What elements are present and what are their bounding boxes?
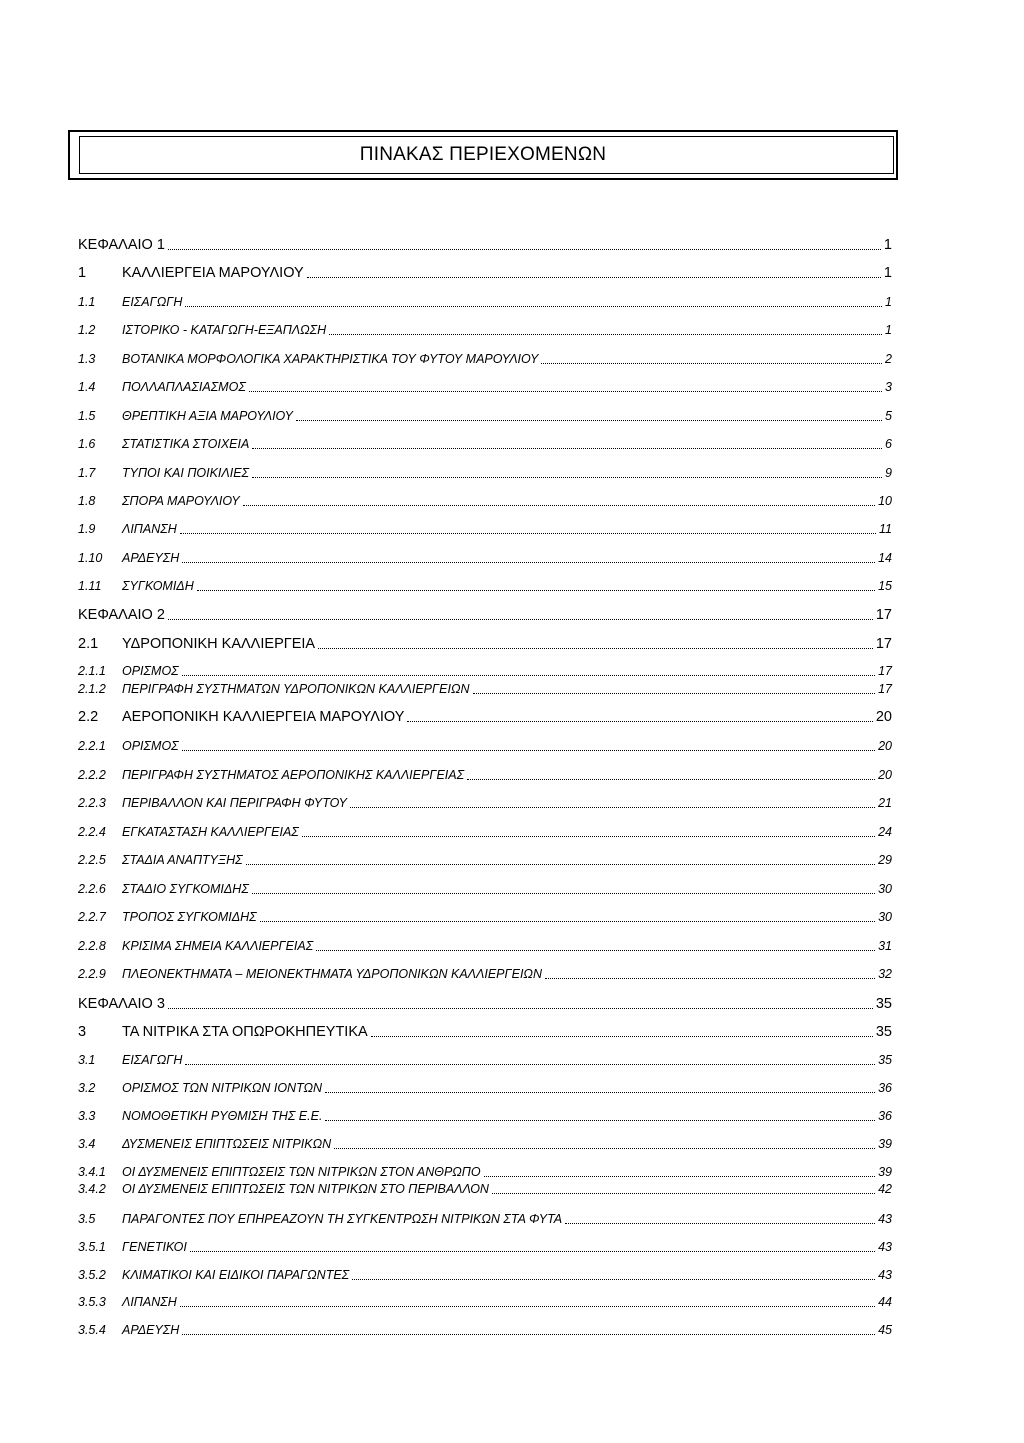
toc-entry-number: 3.3 — [78, 1109, 96, 1123]
toc-entry-page-number: 1 — [885, 295, 892, 309]
toc-entry-number: 1.6 — [78, 437, 96, 451]
toc-entry[interactable] — [78, 574, 892, 594]
toc-entry-title: ΠΛΕΟΝΕΚΤΗΜΑΤΑ – ΜΕΙΟΝΕΚΤΗΜΑΤΑ ΥΔΡΟΠΟΝΙΚΩΝ ΚΑΛΛΙΕΡΓΕΙΩΝ — [122, 967, 542, 981]
toc-entry-number: 1 — [78, 265, 87, 281]
toc-entry-number: 2.2.9 — [78, 967, 106, 981]
toc-dot-leader — [168, 619, 873, 620]
toc-entry-number: 2.1.1 — [78, 664, 106, 678]
toc-dot-leader — [296, 420, 882, 421]
toc-entry-title: ΠΑΡΑΓΟΝΤΕΣ ΠΟΥ ΕΠΗΡΕΑΖΟΥΝ ΤΗ ΣΥΓΚΕΝΤΡΩΣΗ ΝΙΤΡΙΚΩΝ ΣΤΑ ΦΥΤΑ — [122, 1212, 563, 1226]
toc-entry-page-number: 32 — [878, 967, 892, 981]
toc-entry[interactable] — [78, 233, 892, 253]
toc-entry[interactable] — [78, 659, 892, 679]
toc-dot-leader — [329, 334, 882, 335]
toc-entry-number: 2.1 — [78, 636, 99, 652]
toc-entry-page-number: 35 — [878, 1053, 892, 1067]
toc-entry-title: ΟΡΙΣΜΟΣ — [122, 664, 179, 678]
toc-entry-page-number: 20 — [878, 768, 892, 782]
toc-entry[interactable] — [78, 632, 892, 652]
toc-entry-page-number: 9 — [885, 466, 892, 480]
toc-entry-title: ΚΕΦΑΛΑΙΟ 1 — [78, 237, 165, 253]
toc-entry-number: 3.1 — [78, 1053, 96, 1067]
toc-entry-page-number: 20 — [875, 709, 892, 725]
toc-entry-number: 2.2.7 — [78, 910, 106, 924]
toc-entry[interactable] — [78, 705, 892, 725]
toc-dot-leader — [246, 864, 875, 865]
toc-entry-number: 3.4 — [78, 1137, 96, 1151]
toc-entry-number: 1.1 — [78, 295, 96, 309]
toc-entry-title: ΣΤΑΔΙΑ ΑΝΑΠΤΥΞΗΣ — [122, 853, 243, 867]
toc-entry-page-number: 24 — [878, 825, 892, 839]
toc-entry-page-number: 29 — [878, 853, 892, 867]
toc-entry-number: 1.2 — [78, 323, 96, 337]
toc-title: ΠΙΝΑΚΑΣ ΠΕΡΙΕΧΟΜΕΝΩΝ — [359, 144, 607, 165]
toc-entry[interactable] — [78, 375, 892, 395]
toc-entry-title: ΥΔΡΟΠΟΝΙΚΗ ΚΑΛΛΙΕΡΓΕΙΑ — [122, 636, 316, 652]
toc-entry-title: ΤΑ ΝΙΤΡΙΚΑ ΣΤΑ ΟΠΩΡΟΚΗΠΕΥΤΙΚΑ — [122, 1024, 368, 1040]
toc-entry-number: 1.11 — [78, 579, 102, 593]
toc-dot-leader — [182, 675, 875, 676]
toc-entry[interactable] — [78, 820, 892, 840]
toc-dot-leader — [407, 721, 872, 722]
toc-entry-number: 3.4.2 — [78, 1182, 106, 1196]
toc-entry-page-number: 44 — [878, 1295, 892, 1309]
toc-entry-number: 2.2.8 — [78, 939, 106, 953]
toc-entry-title: ΠΕΡΙΓΡΑΦΗ ΣΥΣΤΗΜΑΤΩΝ ΥΔΡΟΠΟΝΙΚΩΝ ΚΑΛΛΙΕΡΓΕΙΩΝ — [122, 682, 470, 696]
toc-dot-leader — [182, 750, 875, 751]
toc-entry-page-number: 36 — [878, 1081, 892, 1095]
toc-entry-title: ΘΡΕΠΤΙΚΗ ΑΞΙΑ ΜΑΡΟΥΛΙΟΥ — [122, 409, 293, 423]
toc-entry-number: 2.2.4 — [78, 825, 106, 839]
toc-entry-title: ΚΕΦΑΛΑΙΟ 3 — [78, 996, 165, 1012]
toc-entry-page-number: 42 — [878, 1182, 892, 1196]
toc-entry-page-number: 1 — [883, 237, 892, 253]
toc-entry-title: ΣΥΓΚΟΜΙΔΗ — [122, 579, 194, 593]
toc-entry-number: 2.2.6 — [78, 882, 106, 896]
toc-entry-title: ΕΓΚΑΤΑΣΤΑΣΗ ΚΑΛΛΙΕΡΓΕΙΑΣ — [122, 825, 299, 839]
toc-entry-number: 1.9 — [78, 522, 96, 536]
toc-entry[interactable] — [78, 934, 892, 954]
toc-entry[interactable] — [78, 1132, 892, 1152]
toc-entry[interactable] — [78, 1290, 892, 1310]
toc-entry-title: ΚΡΙΣΙΜΑ ΣΗΜΕΙΑ ΚΑΛΛΙΕΡΓΕΙΑΣ — [122, 939, 314, 953]
toc-dot-leader — [492, 1193, 875, 1194]
toc-entry-number: 2.2.3 — [78, 796, 106, 810]
toc-dot-leader — [190, 1251, 875, 1252]
toc-entry-page-number: 5 — [885, 409, 892, 423]
toc-entry[interactable] — [78, 517, 892, 537]
toc-entry-page-number: 10 — [878, 494, 892, 508]
toc-dot-leader — [318, 648, 873, 649]
toc-header-frame — [68, 130, 898, 180]
toc-entry-title: ΤΡΟΠΟΣ ΣΥΓΚΟΜΙΔΗΣ — [122, 910, 257, 924]
toc-dot-leader — [180, 533, 876, 534]
toc-entry-page-number: 20 — [878, 739, 892, 753]
toc-dot-leader — [350, 807, 875, 808]
toc-dot-leader — [168, 1008, 873, 1009]
toc-entry[interactable] — [78, 318, 892, 338]
toc-entry-page-number: 43 — [878, 1212, 892, 1226]
toc-entry-page-number: 17 — [878, 664, 892, 678]
toc-entry-number: 1.7 — [78, 466, 96, 480]
toc-entry-title: ΣΤΑΔΙΟ ΣΥΓΚΟΜΙΔΗΣ — [122, 882, 249, 896]
toc-entry-page-number: 30 — [878, 910, 892, 924]
toc-entry-page-number: 39 — [878, 1137, 892, 1151]
toc-entry[interactable] — [78, 791, 892, 811]
toc-entry-number: 3.5.1 — [78, 1240, 106, 1254]
toc-dot-leader — [249, 391, 882, 392]
toc-entry[interactable] — [78, 848, 892, 868]
toc-entry-page-number: 6 — [885, 437, 892, 451]
toc-entry-title: ΤΥΠΟΙ ΚΑΙ ΠΟΙΚΙΛΙΕΣ — [122, 466, 250, 480]
toc-entry-title: ΑΡΔΕΥΣΗ — [122, 551, 180, 565]
toc-entry[interactable] — [78, 1235, 892, 1255]
toc-entry-page-number: 17 — [875, 607, 892, 623]
toc-dot-leader — [252, 893, 875, 894]
toc-entry-page-number: 35 — [875, 1024, 892, 1040]
toc-entry-number: 2.2.1 — [78, 739, 106, 753]
toc-entry-number: 3.5.2 — [78, 1268, 106, 1282]
toc-dot-leader — [325, 1092, 875, 1093]
toc-entry[interactable] — [78, 734, 892, 754]
toc-entry[interactable] — [78, 461, 892, 481]
toc-dot-leader — [182, 1334, 875, 1335]
toc-entry-page-number: 43 — [878, 1268, 892, 1282]
toc-entry[interactable] — [78, 1207, 892, 1227]
toc-entry-page-number: 30 — [878, 882, 892, 896]
toc-entry[interactable] — [78, 677, 892, 697]
toc-entry[interactable] — [78, 347, 892, 367]
toc-entry[interactable] — [78, 877, 892, 897]
toc-entry-title: ΚΑΛΛΙΕΡΓΕΙΑ ΜΑΡΟΥΛΙΟΥ — [122, 265, 304, 281]
toc-entry-title: ΔΥΣΜΕΝΕΙΣ ΕΠΙΠΤΩΣΕΙΣ ΝΙΤΡΙΚΩΝ — [122, 1137, 332, 1151]
toc-dot-leader — [180, 1306, 875, 1307]
toc-dot-leader — [316, 950, 875, 951]
toc-entry-page-number: 14 — [878, 551, 892, 565]
toc-entry[interactable] — [78, 962, 892, 982]
toc-entry[interactable] — [78, 763, 892, 783]
toc-entry[interactable] — [78, 1104, 892, 1124]
toc-entry[interactable] — [78, 290, 892, 310]
toc-entry-title: ΠΕΡΙΓΡΑΦΗ ΣΥΣΤΗΜΑΤΟΣ ΑΕΡΟΠΟΝΙΚΗΣ ΚΑΛΛΙΕΡΓΕΙΑΣ — [122, 768, 465, 782]
toc-entry-number: 3 — [78, 1024, 87, 1040]
toc-entry-title: ΠΟΛΛΑΠΛΑΣΙΑΣΜΟΣ — [122, 380, 246, 394]
toc-entry-number: 2.2.5 — [78, 853, 106, 867]
toc-dot-leader — [473, 693, 876, 694]
toc-dot-leader — [243, 505, 875, 506]
toc-entry[interactable] — [78, 404, 892, 424]
toc-entry[interactable] — [78, 1020, 892, 1040]
toc-entry-number: 3.5.4 — [78, 1323, 106, 1337]
toc-entry-title: ΛΙΠΑΝΣΗ — [122, 1295, 177, 1309]
toc-entry-title: ΟΡΙΣΜΟΣ ΤΩΝ ΝΙΤΡΙΚΩΝ ΙΟΝΤΩΝ — [122, 1081, 323, 1095]
toc-entry-page-number: 11 — [879, 522, 892, 536]
toc-entry[interactable] — [78, 1048, 892, 1068]
toc-entry-title: ΑΕΡΟΠΟΝΙΚΗ ΚΑΛΛΙΕΡΓΕΙΑ ΜΑΡΟΥΛΙΟΥ — [122, 709, 405, 725]
toc-entry-number: 1.8 — [78, 494, 96, 508]
toc-entry-number: 2.1.2 — [78, 682, 106, 696]
toc-entry-page-number: 2 — [885, 352, 892, 366]
toc-entry[interactable] — [78, 1263, 892, 1283]
toc-entry[interactable] — [78, 1318, 892, 1338]
toc-dot-leader — [334, 1148, 875, 1149]
toc-entry-title: ΕΙΣΑΓΩΓΗ — [122, 295, 183, 309]
toc-entry[interactable] — [78, 489, 892, 509]
toc-entry-number: 2.2 — [78, 709, 99, 725]
toc-dot-leader — [371, 1036, 873, 1037]
toc-entry-number: 1.3 — [78, 352, 96, 366]
toc-dot-leader — [197, 590, 875, 591]
toc-entry[interactable] — [78, 992, 892, 1012]
toc-dot-leader — [565, 1223, 875, 1224]
toc-entry-title: ΟΙ ΔΥΣΜΕΝΕΙΣ ΕΠΙΠΤΩΣΕΙΣ ΤΩΝ ΝΙΤΡΙΚΩΝ ΣΤΟΝ ΑΝΘΡΩΠΟ — [122, 1165, 481, 1179]
toc-entry-title: ΚΛΙΜΑΤΙΚΟΙ ΚΑΙ ΕΙΔΙΚΟΙ ΠΑΡΑΓΩΝΤΕΣ — [122, 1268, 350, 1282]
toc-entry-page-number: 35 — [875, 996, 892, 1012]
toc-dot-leader — [185, 306, 882, 307]
toc-entry-title: ΕΙΣΑΓΩΓΗ — [122, 1053, 183, 1067]
toc-entry-page-number: 1 — [885, 323, 892, 337]
toc-dot-leader — [168, 249, 881, 250]
toc-entry[interactable] — [78, 603, 892, 623]
toc-dot-leader — [352, 1279, 875, 1280]
toc-entry-page-number: 21 — [878, 796, 892, 810]
toc-dot-leader — [182, 562, 875, 563]
toc-entry-title: ΒΟΤΑΝΙΚΑ ΜΟΡΦΟΛΟΓΙΚΑ ΧΑΡΑΚΤΗΡΙΣΤΙΚΑ ΤΟΥ ΦΥΤΟΥ ΜΑΡΟΥΛΙΟΥ — [122, 352, 539, 366]
toc-dot-leader — [467, 779, 875, 780]
toc-dot-leader — [545, 978, 875, 979]
toc-entry-page-number: 17 — [878, 682, 892, 696]
toc-dot-leader — [325, 1120, 875, 1121]
toc-entry[interactable] — [78, 432, 892, 452]
toc-entry-number: 1.10 — [78, 551, 103, 565]
toc-entry-title: ΚΕΦΑΛΑΙΟ 2 — [78, 607, 165, 623]
toc-entry-number: 1.4 — [78, 380, 96, 394]
toc-entry[interactable] — [78, 1177, 892, 1197]
toc-entry-title: ΓΕΝΕΤΙΚΟΙ — [122, 1240, 187, 1254]
toc-dot-leader — [307, 277, 881, 278]
toc-entry-page-number: 17 — [875, 636, 892, 652]
toc-entry-title: ΟΙ ΔΥΣΜΕΝΕΙΣ ΕΠΙΠΤΩΣΕΙΣ ΤΩΝ ΝΙΤΡΙΚΩΝ ΣΤΟ ΠΕΡΙΒΑΛΛΟΝ — [122, 1182, 489, 1196]
toc-entry[interactable] — [78, 546, 892, 566]
toc-entry[interactable] — [78, 261, 892, 281]
toc-entry-title: ΣΠΟΡΑ ΜΑΡΟΥΛΙΟΥ — [122, 494, 240, 508]
toc-entry-number: 3.2 — [78, 1081, 96, 1095]
toc-dot-leader — [185, 1064, 875, 1065]
toc-dot-leader — [541, 363, 882, 364]
toc-entry-number: 3.5.3 — [78, 1295, 106, 1309]
toc-entry-title: ΑΡΔΕΥΣΗ — [122, 1323, 180, 1337]
toc-entry-number: 1.5 — [78, 409, 96, 423]
toc-entry-title: ΣΤΑΤΙΣΤΙΚΑ ΣΤΟΙΧΕΙΑ — [122, 437, 250, 451]
toc-dot-leader — [252, 477, 882, 478]
toc-entry[interactable] — [78, 905, 892, 925]
toc-entry-page-number: 31 — [878, 939, 892, 953]
toc-entry-page-number: 43 — [878, 1240, 892, 1254]
toc-entry-page-number: 3 — [885, 380, 892, 394]
toc-dot-leader — [252, 448, 882, 449]
toc-entry-page-number: 15 — [878, 579, 892, 593]
toc-entry-number: 2.2.2 — [78, 768, 106, 782]
toc-entry-title: ΙΣΤΟΡΙΚΟ - ΚΑΤΑΓΩΓΗ-ΕΞΑΠΛΩΣΗ — [122, 323, 327, 337]
toc-entry-page-number: 36 — [878, 1109, 892, 1123]
toc-dot-leader — [302, 836, 875, 837]
toc-entry[interactable] — [78, 1076, 892, 1096]
toc-entry-title: ΛΙΠΑΝΣΗ — [122, 522, 177, 536]
toc-entry-title: ΟΡΙΣΜΟΣ — [122, 739, 179, 753]
toc-entry-number: 3.5 — [78, 1212, 96, 1226]
toc-entry-title: ΠΕΡΙΒΑΛΛΟΝ ΚΑΙ ΠΕΡΙΓΡΑΦΗ ΦΥΤΟΥ — [122, 796, 347, 810]
toc-entry-page-number: 39 — [878, 1165, 892, 1179]
toc-entry-number: 3.4.1 — [78, 1165, 106, 1179]
toc-entry-page-number: 1 — [883, 265, 892, 281]
toc-entry-page-number: 45 — [878, 1323, 892, 1337]
toc-entry-title: ΝΟΜΟΘΕΤΙΚΗ ΡΥΘΜΙΣΗ ΤΗΣ Ε.Ε. — [122, 1109, 323, 1123]
toc-dot-leader — [260, 921, 875, 922]
